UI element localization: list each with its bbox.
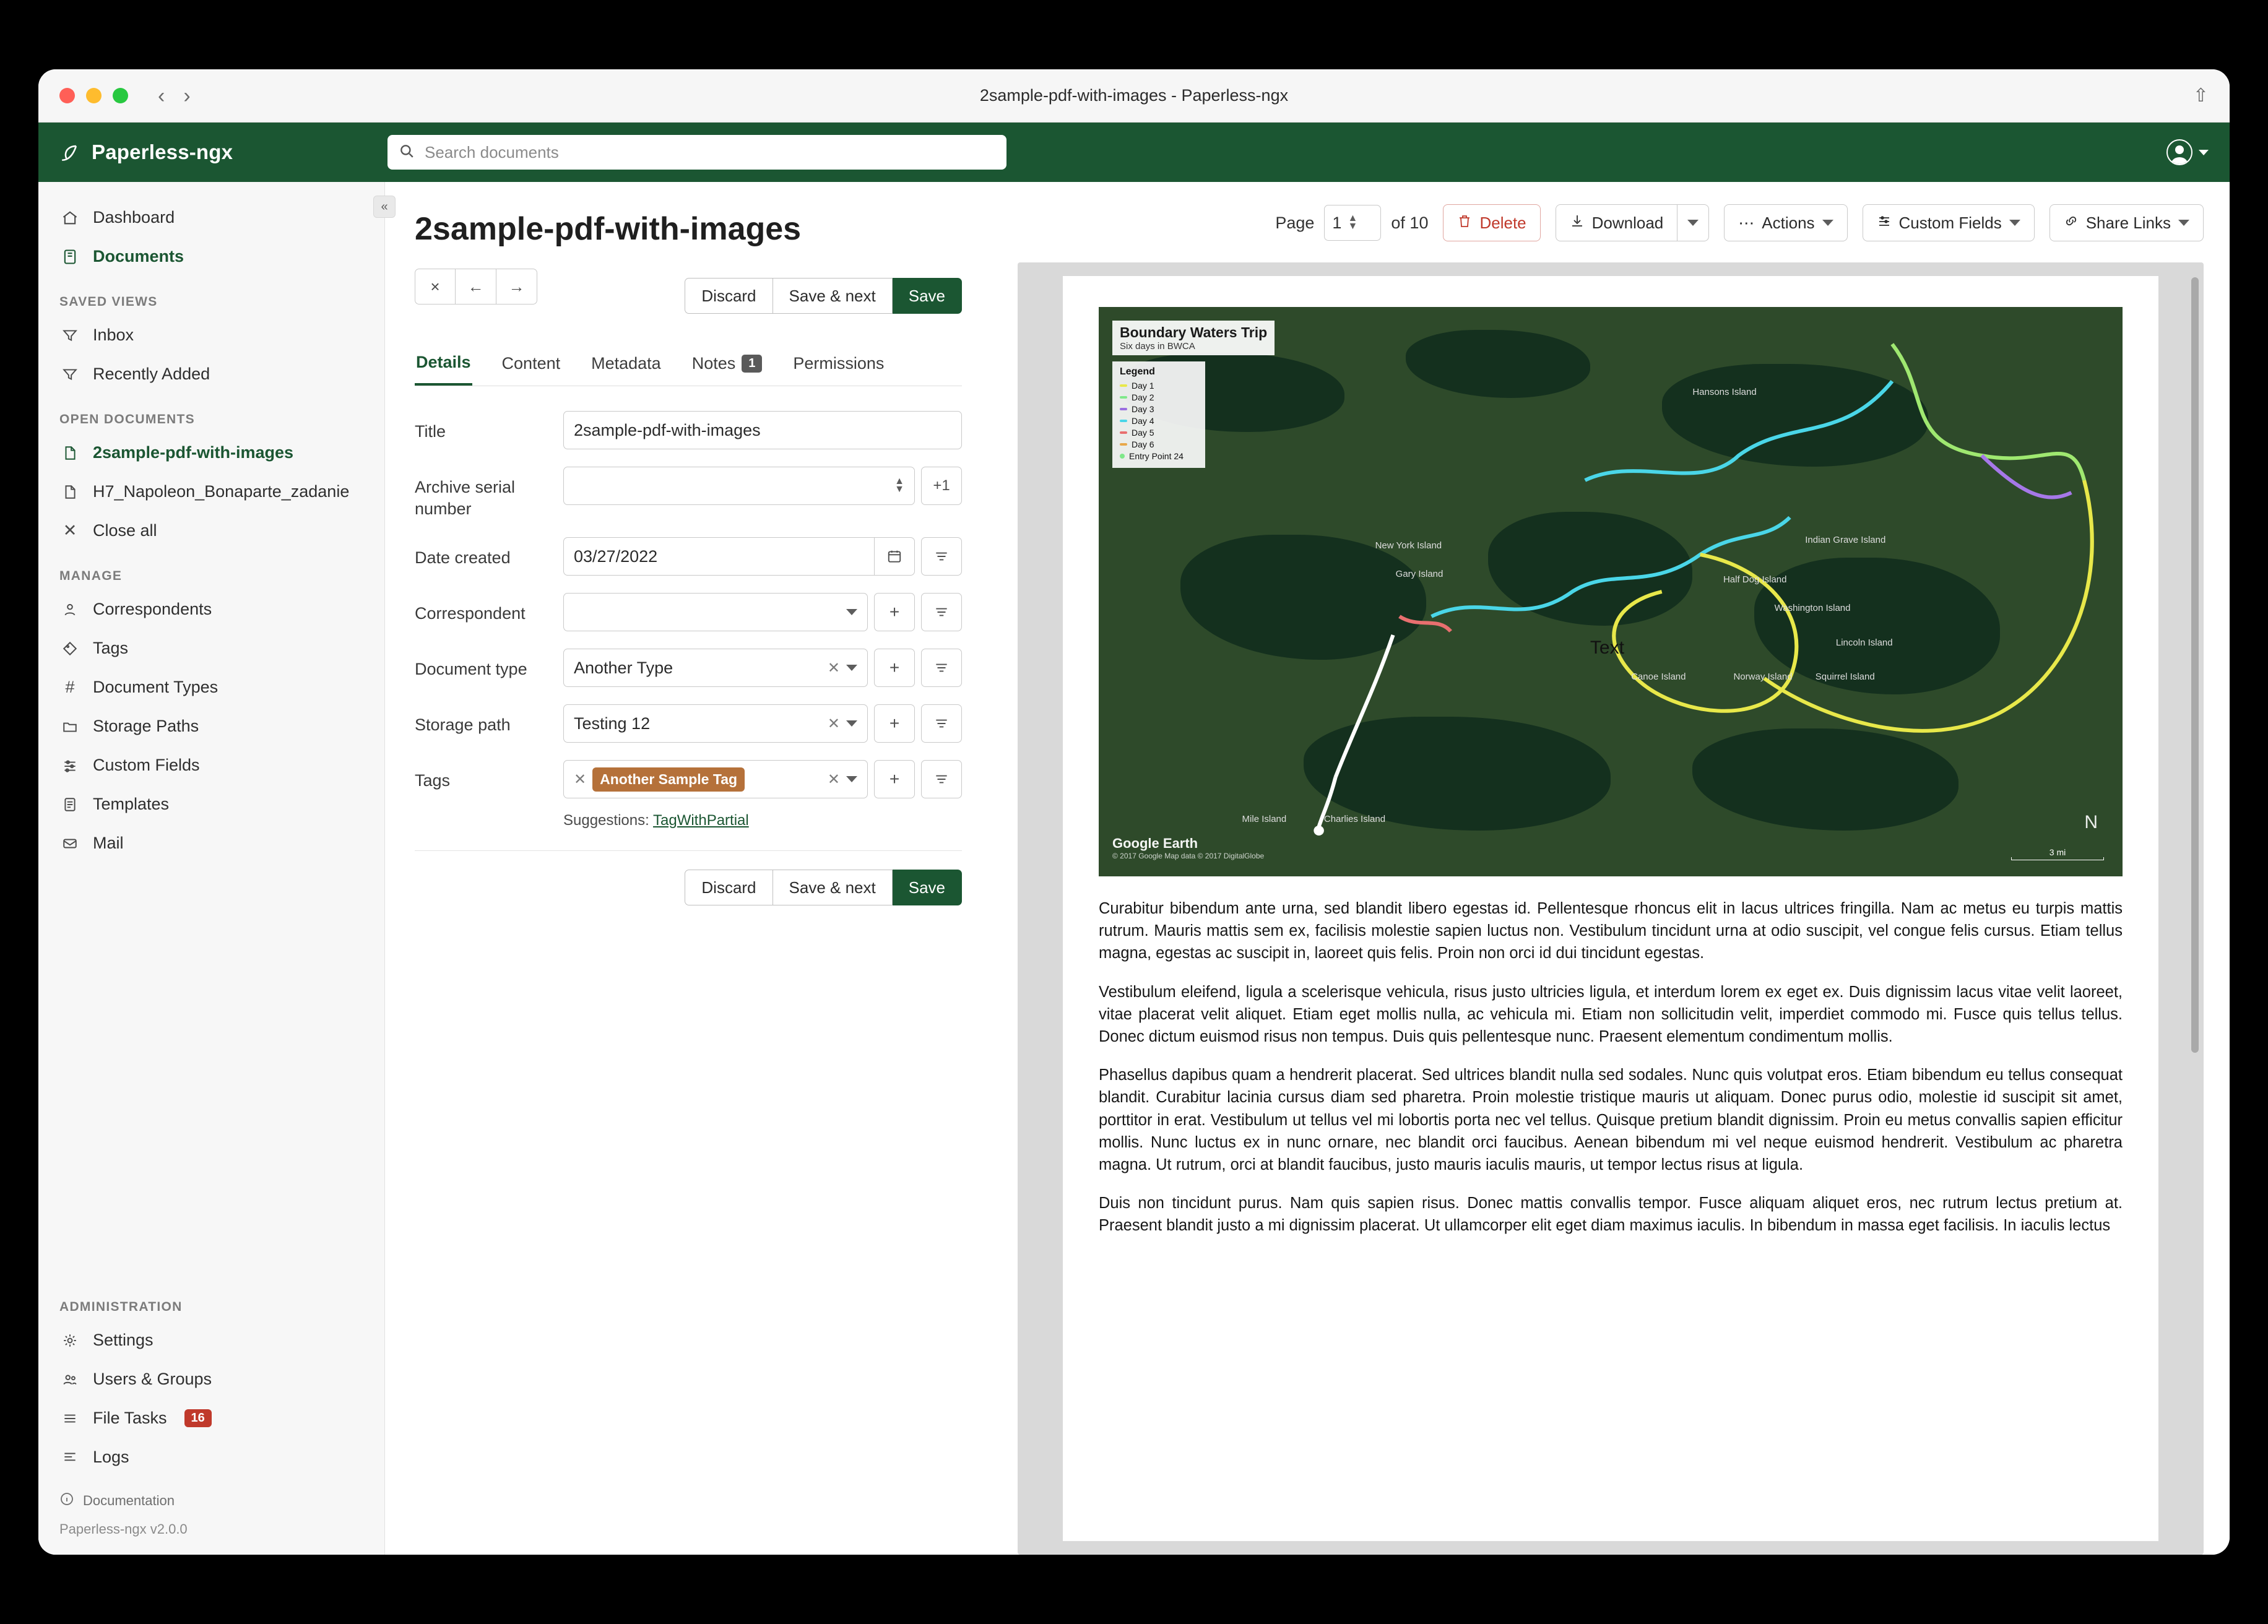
asn-next-button[interactable]: +1 <box>921 467 962 505</box>
custom-fields-label: Custom Fields <box>1898 213 2002 232</box>
sliders-icon <box>1877 214 1892 233</box>
field-row-storage-path <box>415 704 962 743</box>
log-icon <box>59 1449 80 1466</box>
map-place-label: New York Island <box>1375 540 1442 551</box>
tab-label: Details <box>416 353 471 371</box>
browser-forward-button[interactable]: › <box>183 84 191 108</box>
storage-path-select[interactable] <box>563 704 868 743</box>
minimize-window-button[interactable] <box>86 88 102 103</box>
sidebar-section-open-documents: OPEN DOCUMENTS <box>59 412 195 426</box>
map-place-label: Gary Island <box>1395 569 1443 580</box>
tag-chip[interactable]: Another Sample Tag <box>592 767 745 792</box>
sidebar-collapse-button[interactable]: « <box>373 196 396 218</box>
page-label: Page <box>1275 213 1315 232</box>
user-menu[interactable] <box>2166 139 2209 165</box>
map-place-label: Washington Island <box>1774 603 1851 614</box>
suggestions-label: Suggestions: <box>563 812 649 829</box>
folder-icon <box>59 719 80 735</box>
title-input[interactable] <box>563 411 962 449</box>
filter-icon[interactable] <box>921 593 962 631</box>
document-preview-pane <box>992 182 2230 1555</box>
app-header <box>38 123 2230 182</box>
download-label: Download <box>1591 213 1664 232</box>
preview-toolbar <box>1018 204 2204 241</box>
clear-icon[interactable]: ✕ <box>827 771 840 788</box>
sidebar-item-mail[interactable] <box>38 824 384 863</box>
tag-icon <box>59 641 80 657</box>
next-document-button[interactable]: → <box>496 269 537 304</box>
legend-label: Entry Point 24 <box>1129 451 1184 461</box>
delete-label: Delete <box>1479 213 1526 232</box>
title-value: 2sample-pdf-with-images <box>574 420 761 439</box>
close-document-button[interactable]: × <box>415 269 456 304</box>
search-icon <box>399 143 415 162</box>
filter-icon[interactable] <box>921 704 962 743</box>
embedded-map-image <box>1099 307 2123 876</box>
list-icon <box>59 1410 80 1427</box>
legend-title: Legend <box>1120 366 1155 377</box>
sidebar-section-administration: ADMINISTRATION <box>59 1300 183 1314</box>
add-storage-path-button[interactable]: + <box>874 704 915 743</box>
sidebar-section-manage: MANAGE <box>59 569 123 583</box>
share-links-button[interactable] <box>2049 204 2204 241</box>
sidebar-section-saved-views: SAVED VIEWS <box>59 295 158 309</box>
map-place-label: Lincoln Island <box>1835 637 1893 648</box>
tag-suggestions <box>563 812 962 829</box>
chevron-down-icon[interactable] <box>846 720 857 727</box>
map-routes <box>1099 307 2123 876</box>
file-icon <box>59 484 80 500</box>
sidebar-item-documentation[interactable] <box>59 1485 363 1516</box>
sidebar-item-logs[interactable] <box>38 1438 384 1477</box>
people-icon <box>59 1371 80 1388</box>
sidebar-item-label: Inbox <box>93 326 134 344</box>
actions-label: Actions <box>1762 213 1815 232</box>
hash-icon: # <box>65 678 75 696</box>
legend-label: Day 3 <box>1132 404 1154 414</box>
field-row-correspondent <box>415 593 962 631</box>
page-number-value: 1 <box>1332 213 1342 232</box>
add-correspondent-button[interactable]: + <box>874 593 915 631</box>
field-row-document-type <box>415 649 962 687</box>
map-attribution-text: Google Earth <box>1112 836 1198 851</box>
tab-metadata[interactable] <box>590 348 662 386</box>
viewer-scrollbar[interactable] <box>2191 277 2199 1053</box>
clear-icon[interactable]: ✕ <box>827 715 840 732</box>
sidebar-item-documents[interactable] <box>38 237 384 276</box>
discard-button-bottom[interactable]: Discard <box>685 870 773 905</box>
sidebar-item-label: Dashboard <box>93 208 175 227</box>
pdf-viewer[interactable] <box>1018 262 2204 1555</box>
tab-content[interactable] <box>501 348 562 386</box>
document-body-text <box>1099 897 2123 1237</box>
status-badge: 16 <box>184 1409 212 1427</box>
envelope-icon <box>59 836 80 852</box>
person-icon <box>59 602 80 618</box>
field-row-date-created <box>415 537 962 576</box>
chevron-down-icon <box>2178 220 2189 226</box>
previous-document-button[interactable]: ← <box>456 269 496 304</box>
map-place-label: Hansons Island <box>1692 386 1757 397</box>
tab-label: Permissions <box>793 354 885 373</box>
document-type-label: Document type <box>415 660 527 679</box>
archive-serial-number-label: Archive serial number <box>415 478 516 519</box>
download-button[interactable] <box>1556 204 1678 241</box>
sliders-icon <box>59 758 80 774</box>
correspondent-select[interactable] <box>563 593 868 631</box>
delete-button[interactable] <box>1443 204 1540 241</box>
sidebar-item-templates[interactable] <box>38 785 384 824</box>
save-button-top[interactable]: Save <box>893 278 962 314</box>
sidebar-item-users-groups[interactable] <box>38 1360 384 1399</box>
funnel-icon <box>59 327 80 343</box>
sidebar-item-label: Settings <box>93 1331 154 1349</box>
sidebar-item-label: 2sample-pdf-with-images <box>93 443 294 462</box>
divider <box>415 850 962 851</box>
sidebar-item-close-all[interactable] <box>38 511 384 550</box>
page-total: of 10 <box>1391 213 1429 232</box>
app-version: Paperless-ngx v2.0.0 <box>59 1521 188 1537</box>
page-number-input[interactable] <box>1324 205 1381 241</box>
title-label: Title <box>415 422 446 441</box>
stepper-icon[interactable]: ▲ ▼ <box>894 476 904 495</box>
paragraph: Phasellus dapibus quam a hendrerit placerat. Sed ultrices blandit nulla sed sodales. Nunc quis volutpat eros. Etiam bibendum eu tellus consequat blandit. Curabitur lacinia cursus diam sed pharetra. Proin molestie tristique mauris ut aliquam. Donec purus odio, molestie id suscipit sit amet, porttitor in erat. Vestibulum ut tellus vel mi lobortis porta nec vel tellus. Quisque pretium blandit dignissim. Proin eu metus convallis sapien efficitur mollis. Nunc luctus ex in nunc ornare, nec blandit orci faucibus. Aenean bibendum mi vel neque euismod hendrerit. Vestibulum ac pharetra magna. Ut rutrum, orci at blandit faucibus, justo mauris iaculis mauris, ut tempor lectus risus at ligula. <box>1099 1066 2123 1174</box>
legend-label: Day 2 <box>1132 392 1154 402</box>
sidebar-item-settings[interactable] <box>38 1321 384 1360</box>
sidebar-item-label: File Tasks <box>93 1409 167 1427</box>
editor-tabs[interactable] <box>415 348 962 386</box>
suggestion-link[interactable]: TagWithPartial <box>653 812 749 829</box>
chevron-down-icon <box>2009 220 2020 226</box>
save-button-bottom[interactable]: Save <box>893 870 962 905</box>
remove-tag-icon[interactable]: ✕ <box>574 771 587 788</box>
map-attribution-small: © 2017 Google Map data © 2017 DigitalGlobe <box>1112 852 1265 860</box>
sidebar-item-custom-fields[interactable] <box>38 746 384 785</box>
sidebar-item-recently-added[interactable] <box>38 355 384 394</box>
map-legend <box>1112 361 1205 468</box>
document-edit-pane <box>385 182 992 1555</box>
tab-label: Content <box>501 354 561 373</box>
sidebar-item-label: Custom Fields <box>93 756 200 774</box>
custom-fields-button[interactable] <box>1863 204 2035 241</box>
storage-path-label: Storage path <box>415 715 511 735</box>
sidebar-item-label: Close all <box>93 521 157 540</box>
chevron-down-icon[interactable] <box>846 665 857 671</box>
sidebar-item-correspondents[interactable] <box>38 590 384 629</box>
stepper-icon[interactable]: ▲ ▼ <box>1348 213 1358 231</box>
filter-icon[interactable] <box>921 649 962 687</box>
sidebar-item-label: Templates <box>93 795 170 813</box>
tab-permissions[interactable] <box>792 348 885 386</box>
add-document-type-button[interactable]: + <box>874 649 915 687</box>
tab-label: Notes <box>691 354 736 373</box>
browser-back-button[interactable]: ‹ <box>158 84 165 108</box>
field-row-title <box>415 411 962 449</box>
sidebar-item-label: Recently Added <box>93 365 210 383</box>
filter-icon[interactable] <box>921 760 962 798</box>
paperless-leaf-icon <box>59 142 80 163</box>
ellipsis-icon: ⋯ <box>1738 213 1755 232</box>
sidebar-item-label: Users & Groups <box>93 1370 212 1388</box>
avatar[interactable] <box>2166 139 2192 165</box>
tab-details[interactable] <box>415 348 472 386</box>
map-place-label: Indian Grave Island <box>1805 535 1886 545</box>
map-place-label: Canoe Island <box>1631 671 1686 682</box>
sidebar-item-label: Logs <box>93 1448 129 1466</box>
discard-button-top[interactable]: Discard <box>685 278 773 314</box>
page-title: 2sample-pdf-with-images <box>415 211 802 247</box>
sidebar <box>38 182 388 1555</box>
map-scalebar <box>2011 847 2104 860</box>
document-type-select[interactable] <box>563 649 868 687</box>
documents-icon <box>59 248 80 266</box>
map-place-label: Squirrel Island <box>1815 671 1875 682</box>
tags-label: Tags <box>415 771 451 790</box>
chevron-down-icon <box>1822 220 1833 226</box>
brand[interactable] <box>59 140 387 164</box>
archive-serial-number-input[interactable] <box>563 467 915 505</box>
map-title <box>1112 321 1275 355</box>
legend-label: Day 4 <box>1132 416 1154 426</box>
maximize-window-button[interactable] <box>113 88 128 103</box>
page-navigation[interactable] <box>1275 205 1428 241</box>
download-icon <box>1570 214 1585 233</box>
sidebar-item-label: Documents <box>93 247 184 266</box>
sidebar-item-open-doc-1[interactable] <box>38 433 384 472</box>
close-icon: ✕ <box>63 521 77 540</box>
legend-label: Day 6 <box>1132 439 1154 449</box>
funnel-icon <box>59 366 80 382</box>
chevron-down-icon[interactable] <box>846 776 857 782</box>
sidebar-item-label: Correspondents <box>93 600 212 618</box>
download-dropdown-button[interactable] <box>1677 204 1709 241</box>
file-icon <box>59 445 80 461</box>
map-place-label: Charlies Island <box>1323 813 1386 824</box>
actions-button[interactable] <box>1724 204 1847 241</box>
north-arrow-icon: N <box>2084 812 2098 832</box>
sidebar-item-label: Mail <box>93 834 124 852</box>
chevron-down-icon <box>1687 220 1699 226</box>
paragraph: Duis non tincidunt purus. Nam quis sapien risus. Donec mattis convallis tempor. Fusce aliquam aliquet eros, nec rutrum lectus pretium at. Praesent blandit justo a mi dignissim placerat. Ut ullamcorper elit eget diam maximus iaculis. In bibendum in massa eget facilisis. In iaculis lectus <box>1099 1194 2123 1235</box>
chevron-down-icon[interactable] <box>2199 150 2209 155</box>
brand-name: Paperless-ngx <box>92 140 233 163</box>
home-icon <box>59 209 80 227</box>
document-nav-buttons[interactable] <box>415 269 537 304</box>
map-subtitle-text: Six days in BWCA <box>1120 341 1195 352</box>
close-window-button[interactable] <box>59 88 75 103</box>
correspondent-label: Correspondent <box>415 604 526 623</box>
map-place-label: Mile Island <box>1242 813 1287 824</box>
map-scale-label: 3 mi <box>2049 847 2066 857</box>
paragraph: Vestibulum eleifend, ligula a scelerisque vehicula, risus justo ultricies ligula, et interdum lorem ex eget ex. Duis dignissim lacus vitae velit laoreet, vitae placerat velit aliquet. Etiam eget mollis nulla, ac vehicula mi. Etiam non sollicitudin velit, imperdiet commodo mi. Fusce quis tellus tellus. Donec dictum euismod risus non tempus. Duis quis pellentesque nunc. Praesent elementum condimentum mollis. <box>1099 983 2123 1046</box>
sidebar-item-file-tasks[interactable] <box>38 1399 384 1438</box>
sidebar-item-label: Tags <box>93 639 129 657</box>
date-created-value: 03/27/2022 <box>574 546 658 566</box>
save-and-next-button-bottom[interactable]: Save & next <box>773 870 893 905</box>
sidebar-item-label: Storage Paths <box>93 717 199 735</box>
sidebar-item-document-types[interactable] <box>38 668 384 707</box>
field-row-tags <box>415 760 962 798</box>
search-box[interactable] <box>387 135 1006 170</box>
save-and-next-button-top[interactable]: Save & next <box>773 278 893 314</box>
file-text-icon <box>59 797 80 813</box>
filter-icon[interactable] <box>921 537 962 576</box>
sidebar-item-storage-paths[interactable] <box>38 707 384 746</box>
tab-notes[interactable] <box>691 348 764 386</box>
search-input[interactable] <box>423 142 995 163</box>
calendar-icon[interactable] <box>874 537 915 576</box>
document-type-value: Another Type <box>574 658 673 677</box>
clear-icon[interactable]: ✕ <box>827 659 840 676</box>
date-created-input[interactable] <box>563 537 875 576</box>
add-tag-button[interactable]: + <box>874 760 915 798</box>
trash-icon <box>1457 214 1472 233</box>
link-icon <box>2064 214 2079 233</box>
window-titlebar <box>38 69 2230 123</box>
info-icon <box>59 1492 74 1510</box>
share-icon[interactable]: ⇧ <box>2192 85 2209 106</box>
tags-select[interactable] <box>563 760 868 798</box>
map-center-text: Text <box>1590 637 1624 658</box>
sidebar-item-tags[interactable] <box>38 629 384 668</box>
window-controls[interactable] <box>59 88 128 103</box>
map-place-label: Half Dog Island <box>1723 574 1787 585</box>
share-links-label: Share Links <box>2085 213 2171 232</box>
tab-label: Metadata <box>591 354 661 373</box>
pdf-page <box>1063 276 2158 1541</box>
window-title: 2sample-pdf-with-images - Paperless-ngx <box>979 86 1289 105</box>
sidebar-item-open-doc-2[interactable] <box>38 472 384 511</box>
legend-label: Day 5 <box>1132 428 1154 438</box>
sidebar-item-label: H7_Napoleon_Bonaparte_zadanie <box>93 482 350 501</box>
map-attribution <box>1112 836 1264 860</box>
sidebar-item-label: Document Types <box>93 678 219 696</box>
sidebar-item-dashboard[interactable] <box>38 198 384 237</box>
chevron-down-icon[interactable] <box>846 609 857 615</box>
app-window <box>38 69 2230 1555</box>
notes-count-badge: 1 <box>742 355 762 373</box>
map-title-text: Boundary Waters Trip <box>1120 324 1268 340</box>
sidebar-item-inbox[interactable] <box>38 316 384 355</box>
map-place-label: Norway Island <box>1733 671 1793 682</box>
field-row-archive-serial-number <box>415 467 962 520</box>
date-created-label: Date created <box>415 548 511 568</box>
legend-label: Day 1 <box>1132 381 1154 391</box>
gear-icon <box>59 1332 80 1349</box>
storage-path-value: Testing 12 <box>574 714 651 733</box>
documentation-label: Documentation <box>83 1493 175 1508</box>
paragraph: Curabitur bibendum ante urna, sed blandit libero egestas id. Pellentesque rhoncus elit in lacus ultrices fringilla. Nam ac metus eu turpis mattis rutrum. Mauris mattis sem ex, facilisis molestie sapien luctus non. Vestibulum tincidunt urna at odio suscipit, vel congue felis cursus. Etiam tellus magna, egestas ac suscipit in, laoreet quis felis. Proin non orci id dui tincidunt egestas. <box>1099 900 2123 962</box>
